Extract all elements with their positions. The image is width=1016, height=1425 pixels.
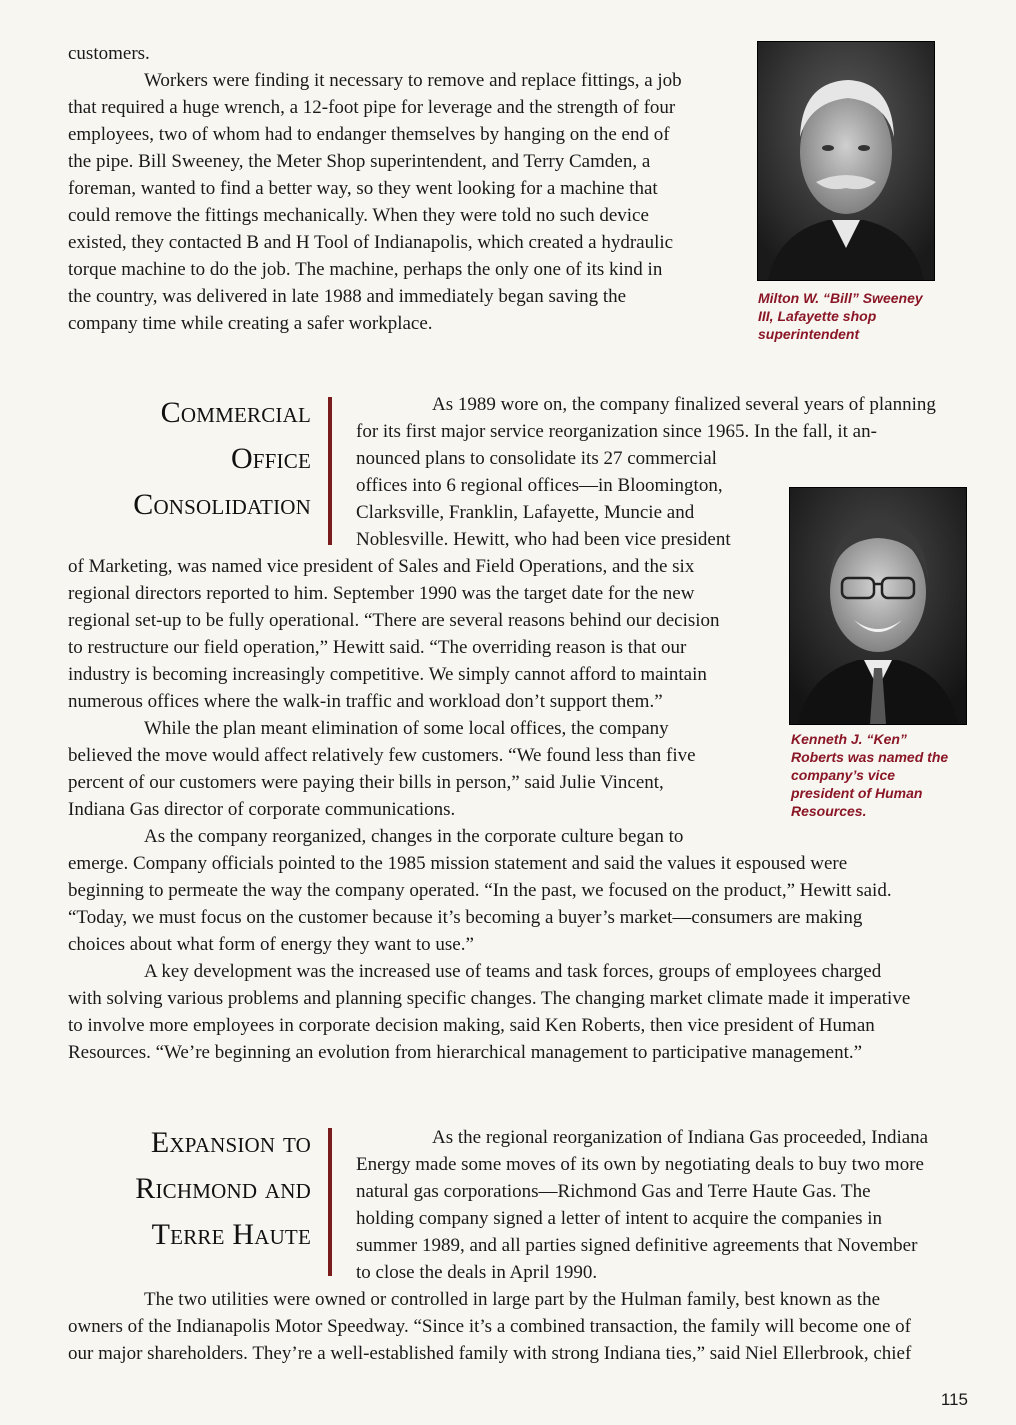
- caption-line: III, Lafayette shop: [758, 308, 877, 324]
- body-line: Noblesville. Hewitt, who had been vice president: [356, 529, 731, 550]
- body-line: with solving various problems and planning specific changes. The changing market climate made it imperative: [68, 988, 911, 1009]
- body-line: to involve more employees in corporate decision making, said Ken Roberts, then vice president of Human: [68, 1015, 875, 1036]
- heading-line: Office: [230, 442, 311, 475]
- page-number: 115: [940, 1390, 968, 1409]
- body-line: As the regional reorganization of Indiana Gas proceeded, Indiana: [432, 1127, 929, 1148]
- body-line: regional directors reported to him. September 1990 was the target date for the new: [68, 583, 695, 604]
- heading-line: Richmond and: [135, 1172, 311, 1205]
- body-line: numerous offices where the walk-in traffic and workload don’t support them.”: [68, 691, 663, 712]
- heading-rule: [328, 1128, 332, 1276]
- body-line: company time while creating a safer workplace.: [68, 313, 433, 334]
- body-line: The two utilities were owned or controlled in large part by the Hulman family, best known as the: [144, 1289, 881, 1310]
- body-line: industry is becoming increasingly competitive. We simply cannot afford to maintain: [68, 664, 707, 685]
- body-line: customers.: [68, 43, 150, 64]
- body-line: natural gas corporations—Richmond Gas and Terre Haute Gas. The: [356, 1181, 871, 1202]
- section-heading: [71, 1120, 311, 1258]
- body-line: emerge. Company officials pointed to the 1985 mission statement and said the values it espoused were: [68, 853, 848, 874]
- heading-line: Consolidation: [133, 488, 311, 521]
- portrait-image: [790, 488, 966, 724]
- caption-line: Roberts was named the: [791, 749, 949, 765]
- heading-line: Commercial: [160, 396, 311, 429]
- body-line: choices about what form of energy they want to use.”: [68, 934, 474, 955]
- body-line: employees, two of whom had to endanger themselves by hanging on the end of: [68, 124, 670, 145]
- caption-line: Kenneth J. “Ken”: [791, 731, 907, 747]
- body-line: holding company signed a letter of intent to acquire the companies in: [356, 1208, 883, 1229]
- heading-rule: [328, 397, 332, 545]
- body-line: Clarksville, Franklin, Lafayette, Muncie and: [356, 502, 695, 523]
- body-line: beginning to permeate the way the company operated. “In the past, we focused on the product,” Hewitt said.: [68, 880, 892, 901]
- body-line: to restructure our field operation,” Hewitt said. “The overriding reason is that our: [68, 637, 687, 658]
- body-line: Resources. “We’re beginning an evolution from hierarchical management to participative management.”: [68, 1042, 863, 1063]
- body-line: summer 1989, and all parties signed definitive agreements that November: [356, 1235, 918, 1256]
- heading-line: Expansion to: [150, 1126, 311, 1159]
- caption-line: company’s vice: [791, 767, 896, 783]
- body-line: percent of our customers were paying their bills in person,” said Julie Vincent,: [68, 772, 664, 793]
- photo-caption: [791, 730, 948, 820]
- body-line: foreman, wanted to find a better way, so they went looking for a machine that: [68, 178, 658, 199]
- photo-caption: [758, 289, 923, 343]
- body-line: the country, was delivered in late 1988 and immediately began saving the: [68, 286, 627, 307]
- body-line: to close the deals in April 1990.: [356, 1262, 598, 1283]
- caption-line: Resources.: [791, 803, 867, 819]
- body-line: our major shareholders. They’re a well-established family with strong Indiana ties,” said Niel Ellerbrook, chief: [68, 1343, 912, 1364]
- section-heading: [71, 390, 311, 528]
- body-line: for its first major service reorganization since 1965. In the fall, it an-: [356, 421, 877, 442]
- body-line: existed, they contacted B and H Tool of Indianapolis, which created a hydraulic: [68, 232, 674, 253]
- portrait-photo-sweeney: [757, 41, 935, 281]
- body-line: Indiana Gas director of corporate communications.: [68, 799, 456, 820]
- portrait-photo-roberts: [789, 487, 967, 725]
- heading-line: Terre Haute: [151, 1218, 311, 1251]
- body-line: Energy made some moves of its own by negotiating deals to buy two more: [356, 1154, 924, 1175]
- body-line: As the company reorganized, changes in the corporate culture began to: [144, 826, 684, 847]
- body-line: “Today, we must focus on the customer because it’s becoming a buyer’s market—consumers are making: [68, 907, 863, 928]
- body-line: that required a huge wrench, a 12-foot pipe for leverage and the strength of four: [68, 97, 676, 118]
- body-line: could remove the fittings mechanically. When they were told no such device: [68, 205, 649, 226]
- body-line: offices into 6 regional offices—in Bloomington,: [356, 475, 723, 496]
- body-line: Workers were finding it necessary to remove and replace fittings, a job: [144, 70, 682, 91]
- body-line: nounced plans to consolidate its 27 commercial: [356, 448, 717, 469]
- portrait-image: [758, 42, 934, 280]
- body-line: A key development was the increased use of teams and task forces, groups of employees charged: [144, 961, 882, 982]
- caption-line: superintendent: [758, 326, 860, 342]
- body-line: torque machine to do the job. The machine, perhaps the only one of its kind in: [68, 259, 663, 280]
- body-line: owners of the Indianapolis Motor Speedway. “Since it’s a combined transaction, the family will become one of: [68, 1316, 911, 1337]
- caption-line: Milton W. “Bill” Sweeney: [758, 290, 923, 306]
- body-line: As 1989 wore on, the company finalized several years of planning: [432, 394, 936, 415]
- caption-line: president of Human: [791, 785, 923, 801]
- body-line: the pipe. Bill Sweeney, the Meter Shop superintendent, and Terry Camden, a: [68, 151, 651, 172]
- body-line: regional set-up to be fully operational. “There are several reasons behind our decision: [68, 610, 720, 631]
- body-line: of Marketing, was named vice president of Sales and Field Operations, and the six: [68, 556, 695, 577]
- body-line: While the plan meant elimination of some local offices, the company: [144, 718, 669, 739]
- body-line: believed the move would affect relatively few customers. “We found less than five: [68, 745, 696, 766]
